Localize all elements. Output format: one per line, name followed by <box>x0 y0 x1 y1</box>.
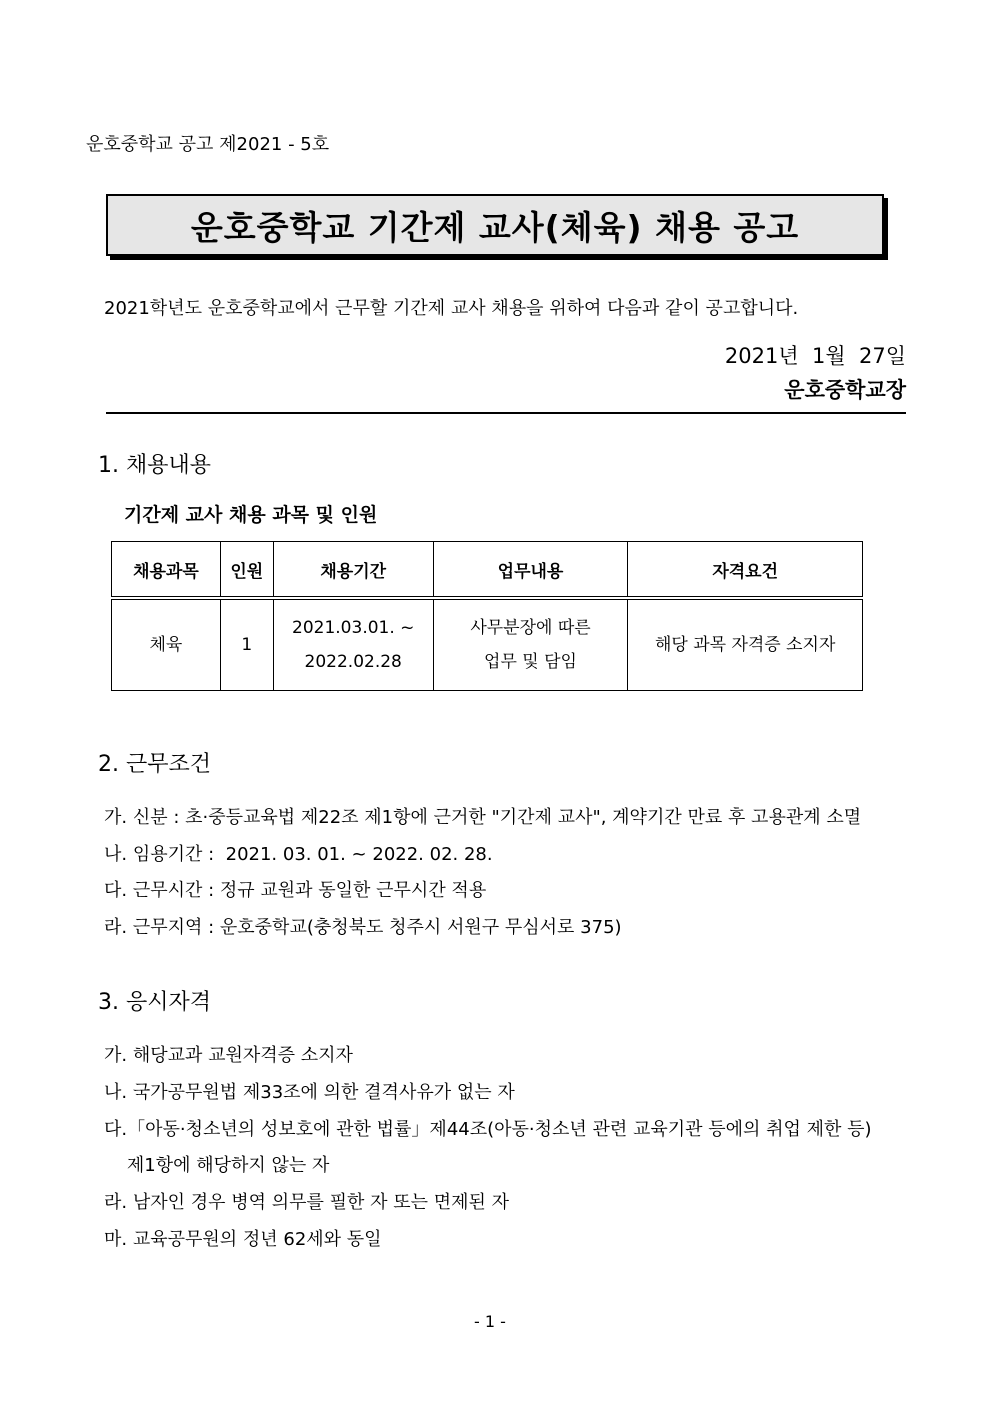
section-heading-conditions: 2. 근무조건 <box>98 752 211 777</box>
list-item: 나. 국가공무원법 제33조에 의한 결격사유가 없는 자 <box>104 1082 515 1103</box>
notice-date: 2021년 1월 27일 <box>724 344 906 368</box>
intro-text: 2021학년도 운호중학교에서 근무할 기간제 교사 채용을 위하여 다음과 같이 공고합니다. <box>104 298 799 319</box>
table-cell-duties: 사무분장에 따른 업무 및 담임 <box>433 598 628 691</box>
table-header-row <box>112 542 863 599</box>
section-heading-eligibility: 3. 응시자격 <box>98 990 211 1015</box>
issuer-name: 운호중학교장 <box>784 378 906 402</box>
section-heading-recruitment: 1. 채용내용 <box>98 453 211 478</box>
list-item: 다. 근무시간 : 정규 교원과 동일한 근무시간 적용 <box>104 880 487 901</box>
list-item: 라. 근무지역 : 운호중학교(충청북도 청주시 서원구 무심서로 375) <box>104 917 622 938</box>
list-item: 마. 교육공무원의 정년 62세와 동일 <box>104 1229 382 1250</box>
header-divider <box>106 412 906 414</box>
table-header-cell: 채용기간 <box>273 542 433 599</box>
notice-number: 운호중학교 공고 제2021 - 5호 <box>86 134 330 155</box>
list-item: 다.「아동·청소년의 성보호에 관한 법률」제44조(아동·청소년 관련 교육기관 등에의 취업 제한 등) <box>104 1119 872 1140</box>
table-cell-subject: 체육 <box>112 598 221 691</box>
page-number: - 1 - <box>474 1312 506 1331</box>
table-header-cell: 채용과목 <box>112 542 221 599</box>
list-item: 나. 임용기간 : 2021. 03. 01. ~ 2022. 02. 28. <box>104 844 493 865</box>
list-item: 가. 해당교과 교원자격증 소지자 <box>104 1045 353 1066</box>
table-cell-period: 2021.03.01. ~ 2022.02.28 <box>273 598 433 691</box>
list-item: 가. 신분 : 초·중등교육법 제22조 제1항에 근거한 "기간제 교사", 계약기간 만료 후 고용관계 소멸 <box>104 807 862 828</box>
list-item: 라. 남자인 경우 병역 의무를 필한 자 또는 면제된 자 <box>104 1192 509 1213</box>
table-cell-count: 1 <box>220 598 273 691</box>
table-caption: 기간제 교사 채용 과목 및 인원 <box>124 504 378 526</box>
table-header-cell: 자격요건 <box>628 542 863 599</box>
table-header-cell: 업무내용 <box>433 542 628 599</box>
table-cell-qualification: 해당 과목 자격증 소지자 <box>628 598 863 691</box>
title-box <box>106 194 884 256</box>
page-title: 운호중학교 기간제 교사(체육) 채용 공고 <box>190 207 800 247</box>
table-header-cell: 인원 <box>220 542 273 599</box>
table-row <box>112 598 863 691</box>
list-item: 제1항에 해당하지 않는 자 <box>104 1155 330 1176</box>
recruitment-table <box>111 541 863 691</box>
